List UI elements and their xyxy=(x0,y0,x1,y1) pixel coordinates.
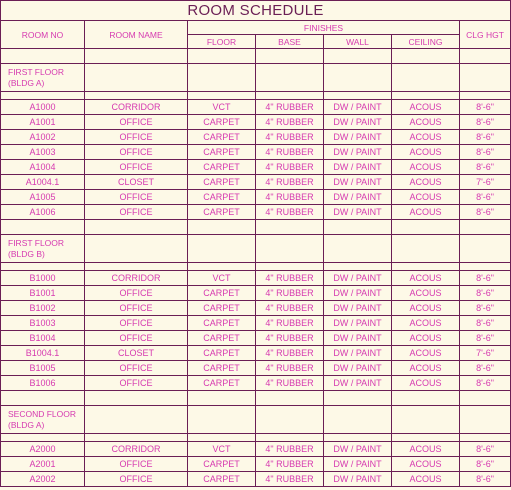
room-name-cell: OFFICE xyxy=(85,331,188,346)
empty-cell xyxy=(392,263,460,271)
base-finish-cell: 4" RUBBER xyxy=(256,145,324,160)
wall-finish-cell: DW / PAINT xyxy=(324,316,392,331)
empty-cell xyxy=(460,92,511,100)
room-no-cell: A1003 xyxy=(1,145,85,160)
table-row xyxy=(1,331,511,346)
empty-cell xyxy=(324,235,392,263)
floor-finish-cell: CARPET xyxy=(188,145,256,160)
floor-finish-cell: CARPET xyxy=(188,160,256,175)
floor-finish-cell: CARPET xyxy=(188,472,256,487)
floor-finish-cell: VCT xyxy=(188,100,256,115)
ceiling-height-cell: 8'-6" xyxy=(460,115,511,130)
floor-finish-cell: CARPET xyxy=(188,115,256,130)
room-no-cell: B1004 xyxy=(1,331,85,346)
base-finish-cell: 4" RUBBER xyxy=(256,442,324,457)
table-row xyxy=(1,457,511,472)
table-row xyxy=(1,442,511,457)
floor-finish-cell: CARPET xyxy=(188,175,256,190)
empty-cell xyxy=(392,406,460,434)
room-no-cell: A1001 xyxy=(1,115,85,130)
header-base: BASE xyxy=(256,35,324,49)
group-label-line2: (BLDG A) xyxy=(8,77,45,88)
ceiling-finish-cell: ACOUS xyxy=(392,442,460,457)
room-no-cell: B1005 xyxy=(1,361,85,376)
wall-finish-cell: DW / PAINT xyxy=(324,376,392,391)
group-header-row xyxy=(1,406,511,434)
room-name-cell: OFFICE xyxy=(85,115,188,130)
room-name-cell: OFFICE xyxy=(85,160,188,175)
empty-cell xyxy=(256,92,324,100)
wall-finish-cell: DW / PAINT xyxy=(324,100,392,115)
ceiling-finish-cell: ACOUS xyxy=(392,100,460,115)
ceiling-height-cell: 8'-6" xyxy=(460,301,511,316)
empty-cell xyxy=(188,235,256,263)
floor-finish-cell: CARPET xyxy=(188,316,256,331)
wall-finish-cell: DW / PAINT xyxy=(324,130,392,145)
floor-finish-cell: CARPET xyxy=(188,301,256,316)
room-no-cell: A1004 xyxy=(1,160,85,175)
ceiling-height-cell: 8'-6" xyxy=(460,331,511,346)
ceiling-finish-cell: ACOUS xyxy=(392,145,460,160)
table-row xyxy=(1,115,511,130)
wall-finish-cell: DW / PAINT xyxy=(324,346,392,361)
room-name-cell: OFFICE xyxy=(85,190,188,205)
wall-finish-cell: DW / PAINT xyxy=(324,271,392,286)
empty-cell xyxy=(324,92,392,100)
wall-finish-cell: DW / PAINT xyxy=(324,190,392,205)
base-finish-cell: 4" RUBBER xyxy=(256,100,324,115)
base-finish-cell: 4" RUBBER xyxy=(256,316,324,331)
base-finish-cell: 4" RUBBER xyxy=(256,331,324,346)
base-finish-cell: 4" RUBBER xyxy=(256,472,324,487)
table-row xyxy=(1,376,511,391)
empty-cell xyxy=(392,434,460,442)
floor-finish-cell: CARPET xyxy=(188,286,256,301)
table-row xyxy=(1,190,511,205)
empty-cell xyxy=(85,263,188,271)
wall-finish-cell: DW / PAINT xyxy=(324,205,392,220)
room-no-cell: A2001 xyxy=(1,457,85,472)
empty-cell xyxy=(392,235,460,263)
empty-cell xyxy=(85,406,188,434)
floor-finish-cell: CARPET xyxy=(188,376,256,391)
room-name-cell: OFFICE xyxy=(85,457,188,472)
empty-cell xyxy=(256,391,324,406)
ceiling-height-cell: 8'-6" xyxy=(460,190,511,205)
floor-finish-cell: CARPET xyxy=(188,190,256,205)
empty-cell xyxy=(392,391,460,406)
table-row xyxy=(1,130,511,145)
table-row xyxy=(1,175,511,190)
room-name-cell: OFFICE xyxy=(85,301,188,316)
empty-cell xyxy=(188,220,256,235)
ceiling-height-cell: 8'-6" xyxy=(460,130,511,145)
group-label-line2: (BLDG B) xyxy=(8,248,45,259)
ceiling-finish-cell: ACOUS xyxy=(392,376,460,391)
ceiling-height-cell: 8'-6" xyxy=(460,205,511,220)
header-finishes: FINISHES xyxy=(188,21,460,35)
empty-cell xyxy=(460,391,511,406)
empty-cell xyxy=(324,406,392,434)
ceiling-height-cell: 7'-6" xyxy=(460,175,511,190)
empty-cell xyxy=(324,263,392,271)
base-finish-cell: 4" RUBBER xyxy=(256,376,324,391)
empty-cell xyxy=(256,64,324,92)
ceiling-finish-cell: ACOUS xyxy=(392,160,460,175)
empty-cell xyxy=(1,434,85,442)
empty-cell xyxy=(256,49,324,64)
wall-finish-cell: DW / PAINT xyxy=(324,175,392,190)
ceiling-finish-cell: ACOUS xyxy=(392,472,460,487)
empty-cell xyxy=(392,49,460,64)
room-no-cell: B1004.1 xyxy=(1,346,85,361)
group-label xyxy=(1,235,85,263)
empty-cell xyxy=(188,391,256,406)
room-no-cell: B1003 xyxy=(1,316,85,331)
floor-finish-cell: VCT xyxy=(188,442,256,457)
base-finish-cell: 4" RUBBER xyxy=(256,190,324,205)
room-name-cell: CLOSET xyxy=(85,346,188,361)
empty-cell xyxy=(460,263,511,271)
room-name-cell: OFFICE xyxy=(85,472,188,487)
empty-cell xyxy=(1,391,85,406)
base-finish-cell: 4" RUBBER xyxy=(256,457,324,472)
room-name-cell: CORRIDOR xyxy=(85,271,188,286)
room-no-cell: A1002 xyxy=(1,130,85,145)
empty-cell xyxy=(460,220,511,235)
ceiling-height-cell: 8'-6" xyxy=(460,472,511,487)
ceiling-finish-cell: ACOUS xyxy=(392,271,460,286)
room-name-cell: CORRIDOR xyxy=(85,100,188,115)
ceiling-finish-cell: ACOUS xyxy=(392,286,460,301)
floor-finish-cell: VCT xyxy=(188,271,256,286)
floor-finish-cell: CARPET xyxy=(188,457,256,472)
empty-cell xyxy=(85,64,188,92)
empty-cell xyxy=(188,92,256,100)
empty-cell xyxy=(85,92,188,100)
room-name-cell: OFFICE xyxy=(85,376,188,391)
group-label-line1: SECOND FLOOR xyxy=(8,408,77,419)
ceiling-finish-cell: ACOUS xyxy=(392,361,460,376)
base-finish-cell: 4" RUBBER xyxy=(256,361,324,376)
empty-cell xyxy=(324,49,392,64)
empty-cell xyxy=(85,220,188,235)
ceiling-finish-cell: ACOUS xyxy=(392,190,460,205)
table-row xyxy=(1,472,511,487)
ceiling-height-cell: 8'-6" xyxy=(460,271,511,286)
wall-finish-cell: DW / PAINT xyxy=(324,361,392,376)
table-row xyxy=(1,100,511,115)
ceiling-finish-cell: ACOUS xyxy=(392,457,460,472)
empty-cell xyxy=(392,92,460,100)
base-finish-cell: 4" RUBBER xyxy=(256,160,324,175)
ceiling-finish-cell: ACOUS xyxy=(392,205,460,220)
empty-cell xyxy=(256,406,324,434)
empty-cell xyxy=(1,92,85,100)
ceiling-height-cell: 8'-6" xyxy=(460,160,511,175)
group-label xyxy=(1,406,85,434)
header-wall: WALL xyxy=(324,35,392,49)
gap-row xyxy=(1,263,511,271)
wall-finish-cell: DW / PAINT xyxy=(324,301,392,316)
table-row xyxy=(1,145,511,160)
ceiling-finish-cell: ACOUS xyxy=(392,175,460,190)
empty-cell xyxy=(392,64,460,92)
table-row xyxy=(1,316,511,331)
base-finish-cell: 4" RUBBER xyxy=(256,286,324,301)
ceiling-height-cell: 8'-6" xyxy=(460,376,511,391)
ceiling-finish-cell: ACOUS xyxy=(392,115,460,130)
group-header-row xyxy=(1,235,511,263)
room-name-cell: OFFICE xyxy=(85,361,188,376)
wall-finish-cell: DW / PAINT xyxy=(324,472,392,487)
ceiling-height-cell: 8'-6" xyxy=(460,442,511,457)
empty-cell xyxy=(256,235,324,263)
room-no-cell: A2002 xyxy=(1,472,85,487)
ceiling-finish-cell: ACOUS xyxy=(392,331,460,346)
empty-cell xyxy=(1,220,85,235)
ceiling-height-cell: 8'-6" xyxy=(460,100,511,115)
wall-finish-cell: DW / PAINT xyxy=(324,442,392,457)
base-finish-cell: 4" RUBBER xyxy=(256,301,324,316)
empty-cell xyxy=(85,391,188,406)
room-no-cell: A1004.1 xyxy=(1,175,85,190)
header-ceiling: CEILING xyxy=(392,35,460,49)
ceiling-height-cell: 7'-6" xyxy=(460,346,511,361)
table-row xyxy=(1,346,511,361)
table-row xyxy=(1,361,511,376)
room-name-cell: OFFICE xyxy=(85,205,188,220)
empty-cell xyxy=(188,49,256,64)
table-row xyxy=(1,301,511,316)
ceiling-height-cell: 8'-6" xyxy=(460,361,511,376)
group-label-line1: FIRST FLOOR xyxy=(8,66,65,77)
ceiling-finish-cell: ACOUS xyxy=(392,346,460,361)
empty-cell xyxy=(256,434,324,442)
wall-finish-cell: DW / PAINT xyxy=(324,286,392,301)
empty-cell xyxy=(324,64,392,92)
room-no-cell: B1000 xyxy=(1,271,85,286)
wall-finish-cell: DW / PAINT xyxy=(324,457,392,472)
empty-cell xyxy=(85,434,188,442)
base-finish-cell: 4" RUBBER xyxy=(256,346,324,361)
base-finish-cell: 4" RUBBER xyxy=(256,175,324,190)
wall-finish-cell: DW / PAINT xyxy=(324,145,392,160)
ceiling-height-cell: 8'-6" xyxy=(460,457,511,472)
floor-finish-cell: CARPET xyxy=(188,361,256,376)
header-room-name: ROOM NAME xyxy=(85,21,188,49)
gap-row xyxy=(1,434,511,442)
spacer-row xyxy=(1,391,511,406)
room-no-cell: A1005 xyxy=(1,190,85,205)
schedule-body xyxy=(1,49,511,487)
base-finish-cell: 4" RUBBER xyxy=(256,115,324,130)
ceiling-height-cell: 8'-6" xyxy=(460,145,511,160)
table-row xyxy=(1,205,511,220)
room-name-cell: CLOSET xyxy=(85,175,188,190)
table-row xyxy=(1,286,511,301)
empty-cell xyxy=(324,220,392,235)
ceiling-height-cell: 8'-6" xyxy=(460,286,511,301)
base-finish-cell: 4" RUBBER xyxy=(256,271,324,286)
empty-cell xyxy=(324,391,392,406)
room-no-cell: A1006 xyxy=(1,205,85,220)
empty-cell xyxy=(392,220,460,235)
empty-cell xyxy=(460,49,511,64)
group-label xyxy=(1,64,85,92)
ceiling-finish-cell: ACOUS xyxy=(392,301,460,316)
empty-cell xyxy=(188,434,256,442)
wall-finish-cell: DW / PAINT xyxy=(324,160,392,175)
empty-cell xyxy=(85,235,188,263)
table-row xyxy=(1,160,511,175)
spacer-row xyxy=(1,49,511,64)
schedule-title: ROOM SCHEDULE xyxy=(1,1,511,21)
empty-cell xyxy=(1,49,85,64)
empty-cell xyxy=(1,263,85,271)
empty-cell xyxy=(460,406,511,434)
room-no-cell: B1006 xyxy=(1,376,85,391)
empty-cell xyxy=(324,434,392,442)
room-no-cell: A1000 xyxy=(1,100,85,115)
ceiling-finish-cell: ACOUS xyxy=(392,130,460,145)
floor-finish-cell: CARPET xyxy=(188,205,256,220)
room-no-cell: B1001 xyxy=(1,286,85,301)
group-label-line1: FIRST FLOOR xyxy=(8,237,65,248)
wall-finish-cell: DW / PAINT xyxy=(324,115,392,130)
ceiling-finish-cell: ACOUS xyxy=(392,316,460,331)
empty-cell xyxy=(460,434,511,442)
room-name-cell: OFFICE xyxy=(85,130,188,145)
room-name-cell: OFFICE xyxy=(85,286,188,301)
header-floor: FLOOR xyxy=(188,35,256,49)
empty-cell xyxy=(188,263,256,271)
group-header-row xyxy=(1,64,511,92)
empty-cell xyxy=(188,406,256,434)
empty-cell xyxy=(85,49,188,64)
empty-cell xyxy=(188,64,256,92)
floor-finish-cell: CARPET xyxy=(188,346,256,361)
table-row xyxy=(1,271,511,286)
empty-cell xyxy=(460,64,511,92)
room-no-cell: B1002 xyxy=(1,301,85,316)
empty-cell xyxy=(460,235,511,263)
wall-finish-cell: DW / PAINT xyxy=(324,331,392,346)
header-room-no: ROOM NO xyxy=(1,21,85,49)
ceiling-height-cell: 8'-6" xyxy=(460,316,511,331)
room-name-cell: CORRIDOR xyxy=(85,442,188,457)
room-name-cell: OFFICE xyxy=(85,316,188,331)
floor-finish-cell: CARPET xyxy=(188,130,256,145)
empty-cell xyxy=(256,220,324,235)
gap-row xyxy=(1,92,511,100)
empty-cell xyxy=(256,263,324,271)
base-finish-cell: 4" RUBBER xyxy=(256,130,324,145)
spacer-row xyxy=(1,220,511,235)
room-no-cell: A2000 xyxy=(1,442,85,457)
header-clg-hgt: CLG HGT xyxy=(460,21,511,49)
floor-finish-cell: CARPET xyxy=(188,331,256,346)
room-name-cell: OFFICE xyxy=(85,145,188,160)
base-finish-cell: 4" RUBBER xyxy=(256,205,324,220)
group-label-line2: (BLDG A) xyxy=(8,419,45,430)
